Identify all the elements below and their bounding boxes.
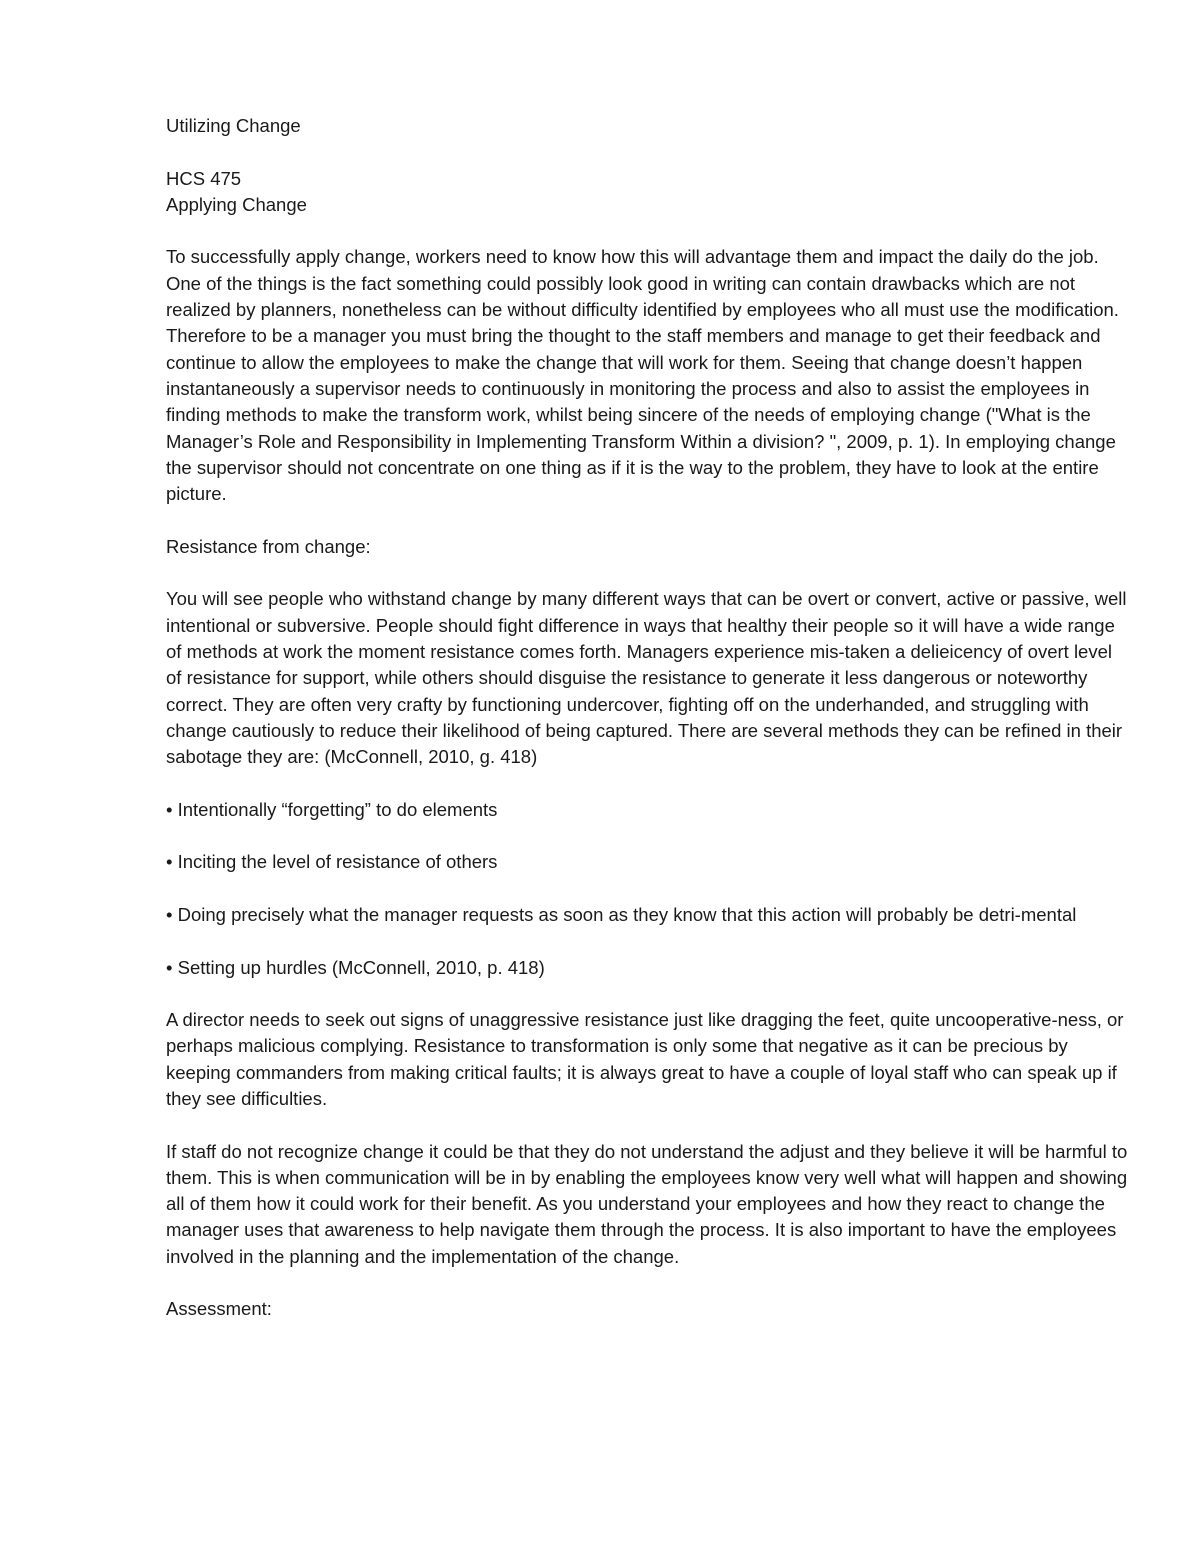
document-subtitle: Applying Change	[166, 193, 307, 215]
bullet-item: • Intentionally “forgetting” to do elements	[166, 798, 498, 820]
staff-paragraph: If staff do not recognize change it could be that they do not understand the adjust and they believe it will be harmful to them. This is when communication will be in by enabling the employees know very well what will happen and showing all of them how it could work for their benefit. As you understand your employees and how they react to change the manager uses that awareness to help navigate them through the process. It is also important to have the employees involved in the planning and the implementation of the change.	[166, 1140, 1128, 1267]
document-title: Utilizing Change	[166, 115, 301, 136]
resistance-paragraph: You will see people who withstand change by many different ways that can be overt or convert, active or passive, well intentional or subversive. People should fight difference in ways that healthy their people so it will have a wide range of methods at work the moment resistance comes forth. Managers experience mis-taken a delieicency of overt level of resistance for support, while others should disguise the resistance to generate it less dangerous or noteworthy correct. They are often very crafty by functioning undercover, fighting off on the underhanded, and struggling with change cautiously to reduce their likelihood of being captured. There are several methods they can be refined in their sabotage they are: (McConnell, 2010, g. 418)	[166, 588, 1127, 768]
assessment-heading: Assessment:	[166, 1298, 272, 1320]
intro-paragraph: To successfully apply change, workers need to know how this will advantage them and impact the daily do the job. One of the things is the fact something could possibly look good in writing can contain drawbacks which are not realized by planners, nonetheless can be without difficulty identified by employees who all must use the modification. Therefore to be a manager you must bring the thought to the staff members and manage to get their feedback and continue to allow the employees to make the change that will work for them. Seeing that change doesn’t happen instantaneously a supervisor needs to continuously in monitoring the process and also to assist the employees in finding methods to make the transform work, whilst being sincere of the needs of employing change ("What is the Manager’s Role and Responsibility in Implementing Transform Within a division? ", 2009, p. 1). In employing change the supervisor should not concentrate on one thing as if it is the way to the problem, they have to look at the entire picture.	[166, 246, 1119, 505]
course-code: HCS 475	[166, 167, 242, 189]
bullet-item: • Doing precisely what the manager requests as soon as they know that this action will probably be detri-mental	[166, 903, 1077, 925]
document-body	[166, 113, 1128, 1323]
bullet-item: • Inciting the level of resistance of others	[166, 851, 498, 873]
resistance-heading: Resistance from change:	[166, 535, 371, 557]
bullet-item: • Setting up hurdles (McConnell, 2010, p. 418)	[166, 956, 545, 978]
director-paragraph: A director needs to seek out signs of unaggressive resistance just like dragging the feet, quite uncooperative-ness, or perhaps malicious complying. Resistance to transformation is only some that negative as it can be precious by keeping commanders from making critical faults; it is always great to have a couple of loyal staff who can speak up if they see difficulties.	[166, 1009, 1124, 1109]
